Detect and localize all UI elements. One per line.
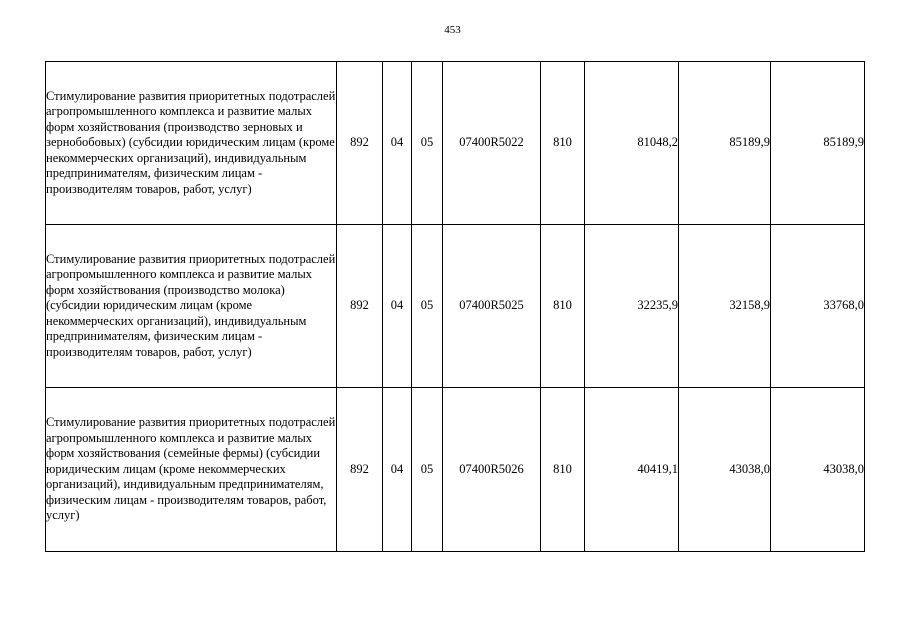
subsection-code: 05 [412, 62, 443, 225]
row-description: Стимулирование развития приоритетных подотраслей агропромышленного комплекса и развитие малых форм хозяйствования (производство молока) (субсидии юридическим лицам (кроме некоммерческих организаций), индивидуальным предпринимателям, физическим лицам - производителям товаров, работ, услуг) [46, 225, 337, 388]
subsection-code: 05 [412, 225, 443, 388]
ministry-code: 892 [337, 62, 383, 225]
ministry-code: 892 [337, 225, 383, 388]
amount-3: 43038,0 [771, 388, 865, 552]
amount-3: 33768,0 [771, 225, 865, 388]
target-article-code: 07400R5022 [443, 62, 541, 225]
ministry-code: 892 [337, 388, 383, 552]
subsection-code: 05 [412, 388, 443, 552]
budget-table [45, 61, 865, 552]
page-number: 453 [444, 24, 461, 36]
table-row [46, 225, 865, 388]
expense-type-code: 810 [541, 388, 585, 552]
amount-2: 43038,0 [679, 388, 771, 552]
row-description: Стимулирование развития приоритетных подотраслей агропромышленного комплекса и развитие малых форм хозяйствования (производство зерновых и зернобобовых) (субсидии юридическим лицам (кроме некоммерческих организаций), индивидуальным предпринимателям, физическим лицам - производителям товаров, работ, услуг) [46, 62, 337, 225]
amount-2: 32158,9 [679, 225, 771, 388]
amount-2: 85189,9 [679, 62, 771, 225]
expense-type-code: 810 [541, 225, 585, 388]
section-code: 04 [383, 225, 412, 388]
expense-type-code: 810 [541, 62, 585, 225]
amount-3: 85189,9 [771, 62, 865, 225]
row-description: Стимулирование развития приоритетных подотраслей агропромышленного комплекса и развитие малых форм хозяйствования (семейные фермы) (субсидии юридическим лицам (кроме некоммерческих организаций), индивидуальным предпринимателям, физическим лицам - производителям товаров, работ, услуг) [46, 388, 337, 552]
section-code: 04 [383, 62, 412, 225]
table-row [46, 388, 865, 552]
amount-1: 32235,9 [585, 225, 679, 388]
section-code: 04 [383, 388, 412, 552]
amount-1: 81048,2 [585, 62, 679, 225]
amount-1: 40419,1 [585, 388, 679, 552]
target-article-code: 07400R5026 [443, 388, 541, 552]
table-row [46, 62, 865, 225]
target-article-code: 07400R5025 [443, 225, 541, 388]
